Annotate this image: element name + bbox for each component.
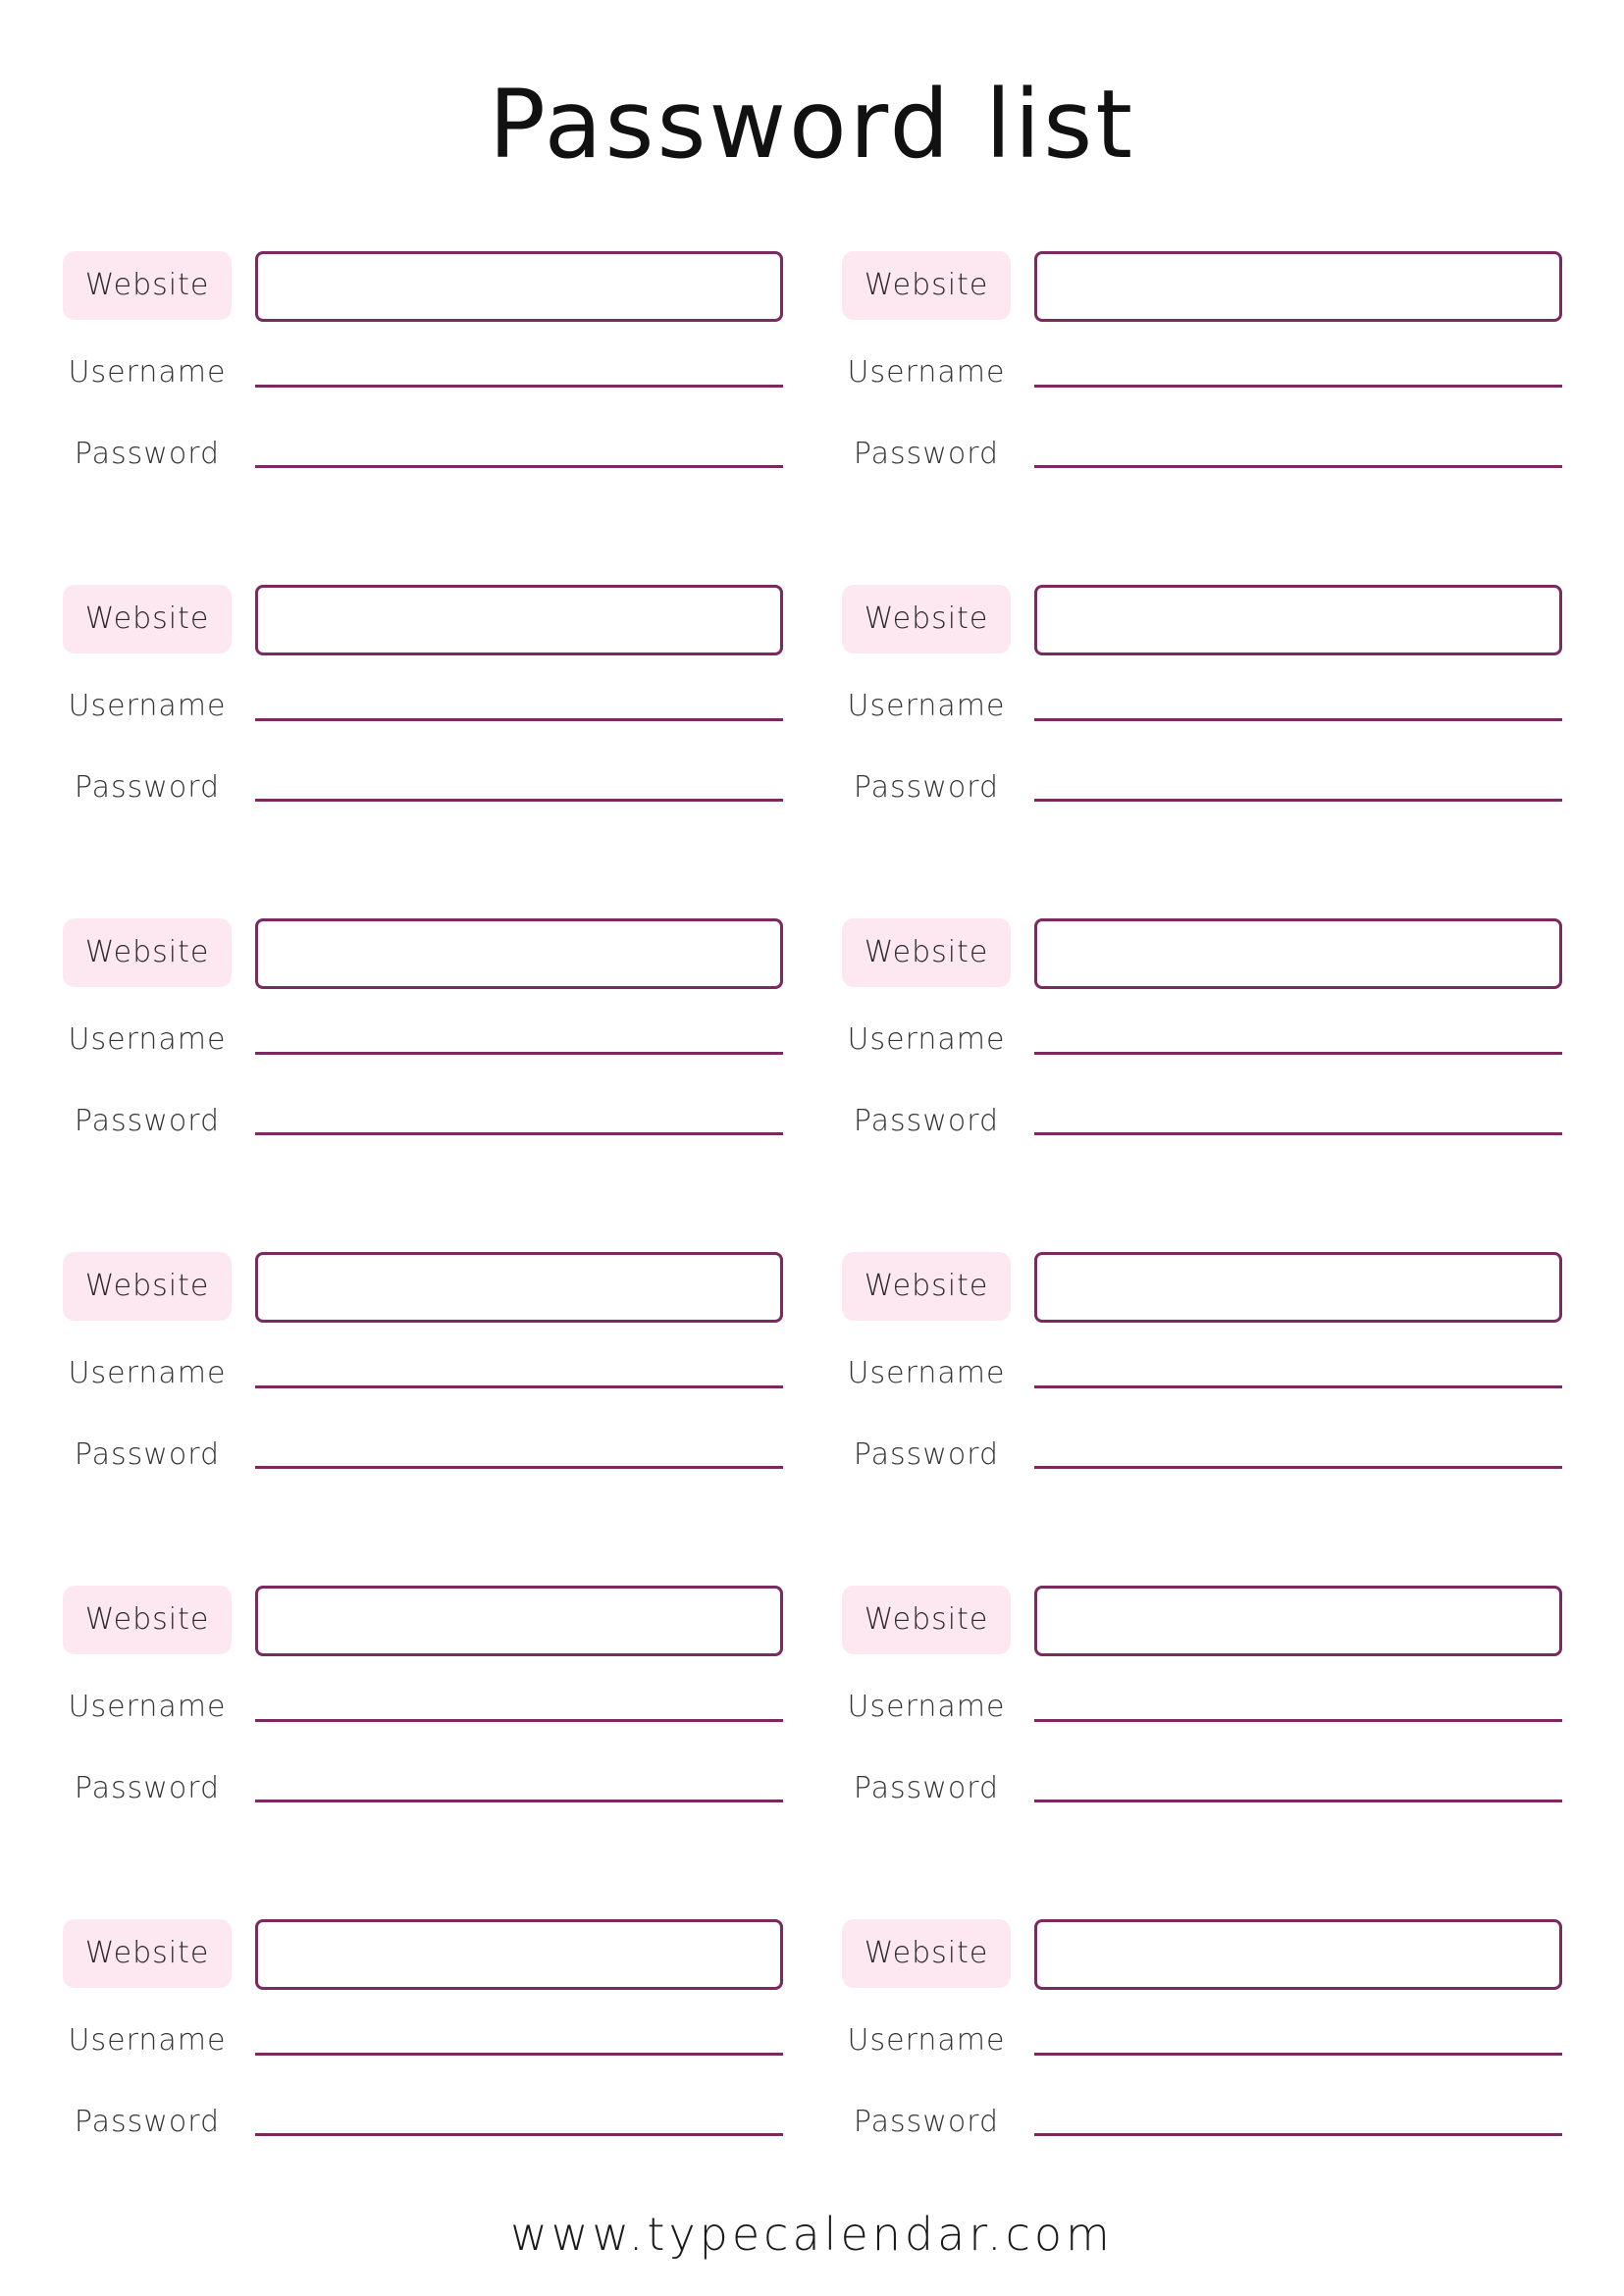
username-label: Username xyxy=(68,689,227,723)
username-field[interactable] xyxy=(1034,385,1562,388)
password-label: Password xyxy=(74,437,221,471)
username-field[interactable] xyxy=(1034,718,1562,721)
website-field[interactable] xyxy=(255,251,783,322)
password-entry xyxy=(842,1252,1556,1586)
password-field[interactable] xyxy=(255,465,783,468)
password-entry xyxy=(63,1586,777,1919)
website-field[interactable] xyxy=(1034,1919,1562,1990)
username-label: Username xyxy=(68,2023,227,2058)
password-entry xyxy=(842,251,1556,585)
website-label: Website xyxy=(63,1252,232,1321)
password-label: Password xyxy=(74,1104,221,1138)
password-label: Password xyxy=(853,770,1000,805)
username-field[interactable] xyxy=(255,1719,783,1722)
username-label: Username xyxy=(847,2023,1006,2058)
password-label: Password xyxy=(853,2105,1000,2139)
username-label: Username xyxy=(847,355,1006,390)
username-label: Username xyxy=(68,1022,227,1057)
username-field[interactable] xyxy=(1034,1719,1562,1722)
password-field[interactable] xyxy=(1034,1466,1562,1469)
website-field[interactable] xyxy=(1034,1252,1562,1323)
password-field[interactable] xyxy=(1034,1800,1562,1802)
website-label: Website xyxy=(63,1586,232,1654)
website-label: Website xyxy=(63,1919,232,1988)
username-field[interactable] xyxy=(255,2053,783,2056)
password-entry xyxy=(63,1919,777,2253)
password-label: Password xyxy=(853,1104,1000,1138)
username-label: Username xyxy=(68,355,227,390)
website-field[interactable] xyxy=(1034,585,1562,655)
website-field[interactable] xyxy=(255,918,783,989)
password-field[interactable] xyxy=(255,2133,783,2136)
website-field[interactable] xyxy=(1034,1586,1562,1656)
password-field[interactable] xyxy=(1034,799,1562,802)
username-field[interactable] xyxy=(255,385,783,388)
password-entry xyxy=(63,918,777,1252)
website-field[interactable] xyxy=(255,585,783,655)
password-entry xyxy=(63,585,777,918)
password-field[interactable] xyxy=(255,799,783,802)
website-label: Website xyxy=(842,251,1011,320)
password-label: Password xyxy=(853,1437,1000,1472)
website-label: Website xyxy=(842,1252,1011,1321)
password-field[interactable] xyxy=(255,1800,783,1802)
username-field[interactable] xyxy=(1034,2053,1562,2056)
website-label: Website xyxy=(63,585,232,653)
username-field[interactable] xyxy=(1034,1385,1562,1388)
password-field[interactable] xyxy=(1034,1132,1562,1135)
website-label: Website xyxy=(63,251,232,320)
password-field[interactable] xyxy=(255,1132,783,1135)
password-entry xyxy=(842,1586,1556,1919)
website-label: Website xyxy=(842,918,1011,987)
website-field[interactable] xyxy=(255,1252,783,1323)
footer-url: www.typecalendar.com xyxy=(510,2208,1114,2261)
username-field[interactable] xyxy=(255,718,783,721)
username-label: Username xyxy=(68,1356,227,1390)
website-label: Website xyxy=(842,1586,1011,1654)
password-entry xyxy=(63,1252,777,1586)
website-label: Website xyxy=(842,1919,1011,1988)
website-field[interactable] xyxy=(255,1586,783,1656)
website-field[interactable] xyxy=(1034,251,1562,322)
password-entry xyxy=(63,251,777,585)
password-label: Password xyxy=(853,437,1000,471)
password-label: Password xyxy=(74,1437,221,1472)
website-label: Website xyxy=(63,918,232,987)
password-field[interactable] xyxy=(255,1466,783,1469)
website-field[interactable] xyxy=(1034,918,1562,989)
username-label: Username xyxy=(847,1356,1006,1390)
website-label: Website xyxy=(842,585,1011,653)
username-label: Username xyxy=(847,1022,1006,1057)
password-label: Password xyxy=(853,1771,1000,1805)
username-field[interactable] xyxy=(255,1385,783,1388)
username-label: Username xyxy=(68,1690,227,1724)
password-field[interactable] xyxy=(1034,2133,1562,2136)
password-label: Password xyxy=(74,770,221,805)
username-label: Username xyxy=(847,1690,1006,1724)
username-label: Username xyxy=(847,689,1006,723)
page-title: Password list xyxy=(489,70,1135,180)
password-entry xyxy=(842,585,1556,918)
entries-grid xyxy=(63,251,1564,2253)
password-label: Password xyxy=(74,1771,221,1805)
password-label: Password xyxy=(74,2105,221,2139)
password-field[interactable] xyxy=(1034,465,1562,468)
password-entry xyxy=(842,1919,1556,2253)
website-field[interactable] xyxy=(255,1919,783,1990)
password-entry xyxy=(842,918,1556,1252)
username-field[interactable] xyxy=(255,1052,783,1055)
username-field[interactable] xyxy=(1034,1052,1562,1055)
